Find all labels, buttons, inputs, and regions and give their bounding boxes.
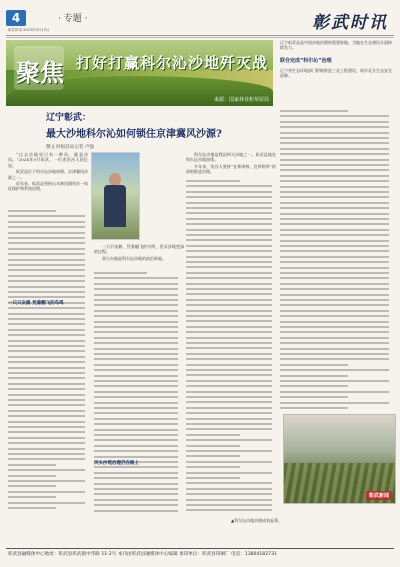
text-line (280, 364, 348, 366)
text-line (94, 277, 178, 279)
text-line (280, 272, 389, 274)
text-line (186, 385, 272, 387)
column-2-body-text (94, 272, 182, 510)
text-line (280, 191, 389, 193)
text-line (94, 483, 178, 485)
text-line (94, 353, 178, 355)
paragraph: 辽宁省生态环境部门积极推进三北工程建设，筑牢北方生态安全屏障。 (280, 67, 392, 79)
text-line (8, 318, 85, 320)
text-line (186, 223, 272, 225)
text-line (280, 132, 389, 134)
text-line (280, 396, 348, 398)
text-line (280, 294, 389, 296)
text-line (94, 477, 178, 479)
text-line (186, 299, 272, 301)
text-line (186, 234, 272, 236)
text-line (186, 277, 272, 279)
subheading: 风头沙尾治理仍在路上 (94, 461, 139, 466)
text-line (94, 342, 178, 344)
text-line (8, 442, 85, 444)
text-line (280, 299, 389, 301)
text-line (8, 415, 85, 417)
text-line (94, 472, 178, 474)
text-line (280, 353, 389, 355)
text-line (94, 299, 178, 301)
text-line (280, 223, 389, 225)
page-header (0, 0, 400, 34)
text-line (186, 229, 272, 231)
text-line (8, 453, 85, 455)
text-line (8, 286, 85, 288)
text-line (280, 375, 348, 377)
text-line (186, 239, 272, 241)
text-line (8, 448, 85, 450)
text-line (186, 326, 272, 328)
page-number: 4 (6, 10, 26, 26)
text-line (280, 202, 389, 204)
text-line (8, 383, 85, 385)
text-line (8, 323, 85, 325)
text-line (186, 450, 272, 452)
text-line (8, 291, 85, 293)
text-line (8, 475, 56, 477)
text-line (94, 434, 178, 436)
text-line (8, 502, 85, 504)
text-line (186, 250, 272, 252)
text-line (186, 191, 272, 193)
article-column-1 (8, 152, 88, 193)
text-line (186, 391, 272, 393)
text-line (94, 385, 178, 387)
text-line (8, 248, 85, 250)
banner-source: 来源：国家林业和草原局 (213, 97, 269, 103)
text-line (186, 245, 272, 247)
text-line (280, 342, 389, 344)
text-line (8, 421, 85, 423)
text-line (8, 269, 85, 271)
text-line (186, 293, 272, 295)
text-line (8, 215, 85, 217)
text-line (186, 347, 272, 349)
text-line (186, 439, 272, 441)
text-line (280, 277, 389, 279)
text-line (8, 426, 85, 428)
text-line (8, 437, 85, 439)
text-line (94, 380, 178, 382)
text-line (94, 337, 178, 339)
text-line (94, 321, 178, 323)
text-line (186, 207, 272, 209)
text-line (186, 283, 272, 285)
text-line (8, 253, 85, 255)
topic-banner (6, 40, 273, 106)
date-line: 彰武时讯 2023年9月13日 (8, 28, 50, 32)
subheading: 联合完成“科尔沁”治理 (280, 57, 332, 64)
text-line (186, 218, 272, 220)
text-line (280, 380, 389, 382)
text-line (280, 180, 389, 182)
text-line (8, 275, 85, 277)
text-line (186, 493, 272, 495)
text-line (280, 213, 389, 215)
text-line (94, 418, 178, 420)
text-line (186, 423, 272, 425)
text-line (8, 404, 85, 406)
text-line (280, 310, 389, 312)
text-line (94, 369, 178, 371)
text-line (280, 218, 389, 220)
text-line (280, 288, 389, 290)
text-line (280, 169, 389, 171)
text-line (8, 356, 85, 358)
text-line (186, 482, 272, 484)
text-line (94, 364, 178, 366)
text-line (186, 266, 272, 268)
text-line (186, 364, 272, 366)
text-line (186, 212, 272, 214)
text-line (94, 488, 178, 490)
text-line (8, 259, 85, 261)
text-line (94, 499, 178, 501)
text-line (186, 180, 240, 182)
text-line (8, 329, 85, 331)
text-line (94, 429, 178, 431)
text-line (8, 350, 85, 352)
text-line (8, 345, 85, 347)
text-line (280, 331, 389, 333)
text-line (94, 288, 178, 290)
text-line (186, 261, 272, 263)
text-line (8, 361, 85, 363)
paragraph: 科尔沁沙地是我国四大沙地之一，彰武县地处科尔沁沙地南缘。 (186, 152, 276, 163)
text-line (186, 358, 272, 360)
text-line (186, 499, 272, 501)
article-headline-block (46, 110, 276, 150)
text-line (8, 388, 85, 390)
text-line (280, 207, 389, 209)
paragraph: 一只只灰鹤、凭着翻飞的鸟鸣，见证沙地变绿的过程。 (94, 244, 184, 255)
text-line (94, 348, 178, 350)
text-line (186, 396, 272, 398)
text-line (186, 202, 272, 204)
text-line (186, 342, 272, 344)
text-line (280, 137, 389, 139)
text-line (94, 407, 178, 409)
text-line (94, 358, 178, 360)
text-line (186, 331, 272, 333)
text-line (280, 175, 389, 177)
text-line (186, 320, 272, 322)
text-line (280, 358, 389, 360)
text-line (8, 237, 85, 239)
text-line (8, 431, 85, 433)
text-line (94, 412, 178, 414)
text-line (186, 461, 272, 463)
text-line (8, 464, 56, 466)
text-line (280, 196, 389, 198)
text-line (280, 245, 389, 247)
text-line (280, 240, 389, 242)
text-line (94, 326, 178, 328)
text-line (8, 313, 85, 315)
text-line (186, 466, 240, 468)
text-line (186, 428, 272, 430)
banner-badge: 聚焦 (16, 59, 64, 87)
text-line (280, 348, 389, 350)
text-line (186, 315, 272, 317)
column-2-subhead-wrap (94, 456, 184, 468)
text-line (94, 445, 178, 447)
text-line (280, 164, 389, 166)
paragraph: 辽宁彰武县是中国沙地治理的重要阵地，当地在生态建设方面持续发力。 (280, 40, 392, 51)
photo-watermark: 彰武新闻 (366, 491, 392, 500)
text-line (280, 234, 389, 236)
text-line (8, 221, 85, 223)
text-line (280, 229, 389, 231)
text-line (8, 399, 85, 401)
text-line (8, 210, 56, 212)
masthead: 彰武时讯 (312, 13, 388, 33)
text-line (94, 402, 178, 404)
text-line (186, 407, 272, 409)
text-line (8, 491, 85, 493)
text-line (280, 321, 389, 323)
text-line (186, 434, 240, 436)
text-line (280, 391, 389, 393)
text-line (8, 340, 85, 342)
text-line (8, 372, 85, 374)
paragraph: 彰武县位于科尔沁沙地南缘，京津冀风沙源之一。 (8, 169, 88, 180)
text-line (186, 196, 272, 198)
text-line (186, 488, 272, 490)
text-line (280, 159, 389, 161)
text-line (280, 385, 348, 387)
text-line (280, 283, 389, 285)
text-line (94, 450, 178, 452)
text-line (280, 115, 389, 117)
text-line (280, 250, 389, 252)
photo-caption: ▲科尔沁沙地治理成效显著。 (231, 518, 283, 523)
text-line (8, 242, 85, 244)
text-line (8, 480, 85, 482)
text-line (94, 294, 178, 296)
text-line (8, 232, 85, 234)
text-line (186, 412, 272, 414)
article-column-3 (186, 152, 276, 176)
text-line (280, 304, 389, 306)
text-line (280, 407, 348, 409)
text-line (186, 401, 272, 403)
text-line (94, 391, 178, 393)
text-line (186, 304, 272, 306)
text-line (186, 455, 240, 457)
text-line (280, 126, 389, 128)
text-line (94, 375, 178, 377)
paragraph: 近年来，彰武县坚持山水林田湖草沙一体化保护和系统治理。 (8, 181, 88, 192)
text-line (186, 185, 272, 187)
text-line (94, 304, 178, 306)
text-line (8, 458, 85, 460)
text-line (186, 445, 240, 447)
header-rule-secondary (6, 37, 394, 38)
paragraph: “过去沙地里只有一种风，就是沙风。”2024年9月彰武，一位老治沙人回忆说。 (8, 152, 88, 168)
text-line (186, 509, 272, 511)
column-4-body-text (280, 110, 394, 410)
column-1-subhead-wrap (8, 296, 88, 308)
text-line (280, 337, 389, 339)
text-line (94, 331, 178, 333)
text-line (94, 423, 178, 425)
text-line (186, 504, 272, 506)
text-line (8, 507, 56, 509)
text-line (94, 396, 178, 398)
text-line (186, 353, 272, 355)
person-body (104, 185, 126, 227)
text-line (8, 377, 85, 379)
text-line (186, 256, 272, 258)
text-line (94, 510, 178, 512)
header-rule (6, 35, 394, 36)
text-line (8, 367, 85, 369)
text-line (94, 310, 178, 312)
text-line (186, 477, 240, 479)
section-label: · 专题 · (58, 14, 88, 24)
headline-kicker: 辽宁彰武： (46, 113, 92, 123)
text-line (280, 153, 389, 155)
text-line (186, 380, 272, 382)
text-line (94, 504, 178, 506)
text-line (186, 369, 272, 371)
text-line (8, 226, 85, 228)
text-line (280, 148, 389, 150)
text-line (280, 256, 389, 258)
text-line (280, 315, 389, 317)
text-line (280, 402, 389, 404)
subheading: 一只只灰鹤 凭着翻飞的鸟鸣 (8, 301, 64, 306)
text-line (186, 288, 272, 290)
text-line (280, 369, 389, 371)
text-line (94, 493, 178, 495)
text-line (94, 439, 178, 441)
page-footer: 彰武县融媒体中心地址：彰武县彰武镇中华路 11-2号 本刊由彰武县融媒体中心编辑 承印单位：彰武县印刷厂 电话：13804182731 (8, 552, 277, 557)
text-line (186, 337, 272, 339)
byline: 撰文 时报驻站记者 卢强 (46, 145, 94, 150)
text-line (280, 186, 389, 188)
text-line (8, 334, 85, 336)
text-line (8, 469, 85, 471)
banner-title: 打好打赢科尔沁沙地歼灭战 (76, 54, 269, 72)
text-line (280, 110, 348, 112)
text-line (8, 496, 56, 498)
text-line (8, 485, 56, 487)
text-line (94, 283, 178, 285)
text-line (8, 410, 85, 412)
text-line (186, 472, 272, 474)
text-line (94, 315, 178, 317)
paragraph: 章古台镇是科尔沁沙地的前沿阵地。 (102, 255, 166, 261)
headline: 最大沙地科尔沁如何锁住京津冀风沙源? (46, 129, 222, 140)
person-photo (91, 152, 140, 240)
text-line (280, 261, 389, 263)
text-line (186, 272, 272, 274)
text-line (8, 394, 85, 396)
text-line (280, 121, 389, 123)
footer-rule (6, 548, 394, 549)
text-line (186, 374, 272, 376)
text-line (280, 267, 389, 269)
text-line (186, 418, 272, 420)
column-3-body-text (186, 180, 276, 510)
paragraph: 多年来，治沙人坚持“宜林则林、宜草则草”的原则推进治理。 (186, 163, 276, 175)
text-line (94, 272, 147, 274)
text-line (8, 280, 85, 282)
text-line (186, 310, 272, 312)
text-line (280, 326, 389, 328)
column-1-body-text (8, 210, 88, 510)
text-line (280, 142, 389, 144)
text-line (8, 264, 85, 266)
article-column-2 (94, 244, 184, 262)
landscape-photo (283, 414, 396, 504)
